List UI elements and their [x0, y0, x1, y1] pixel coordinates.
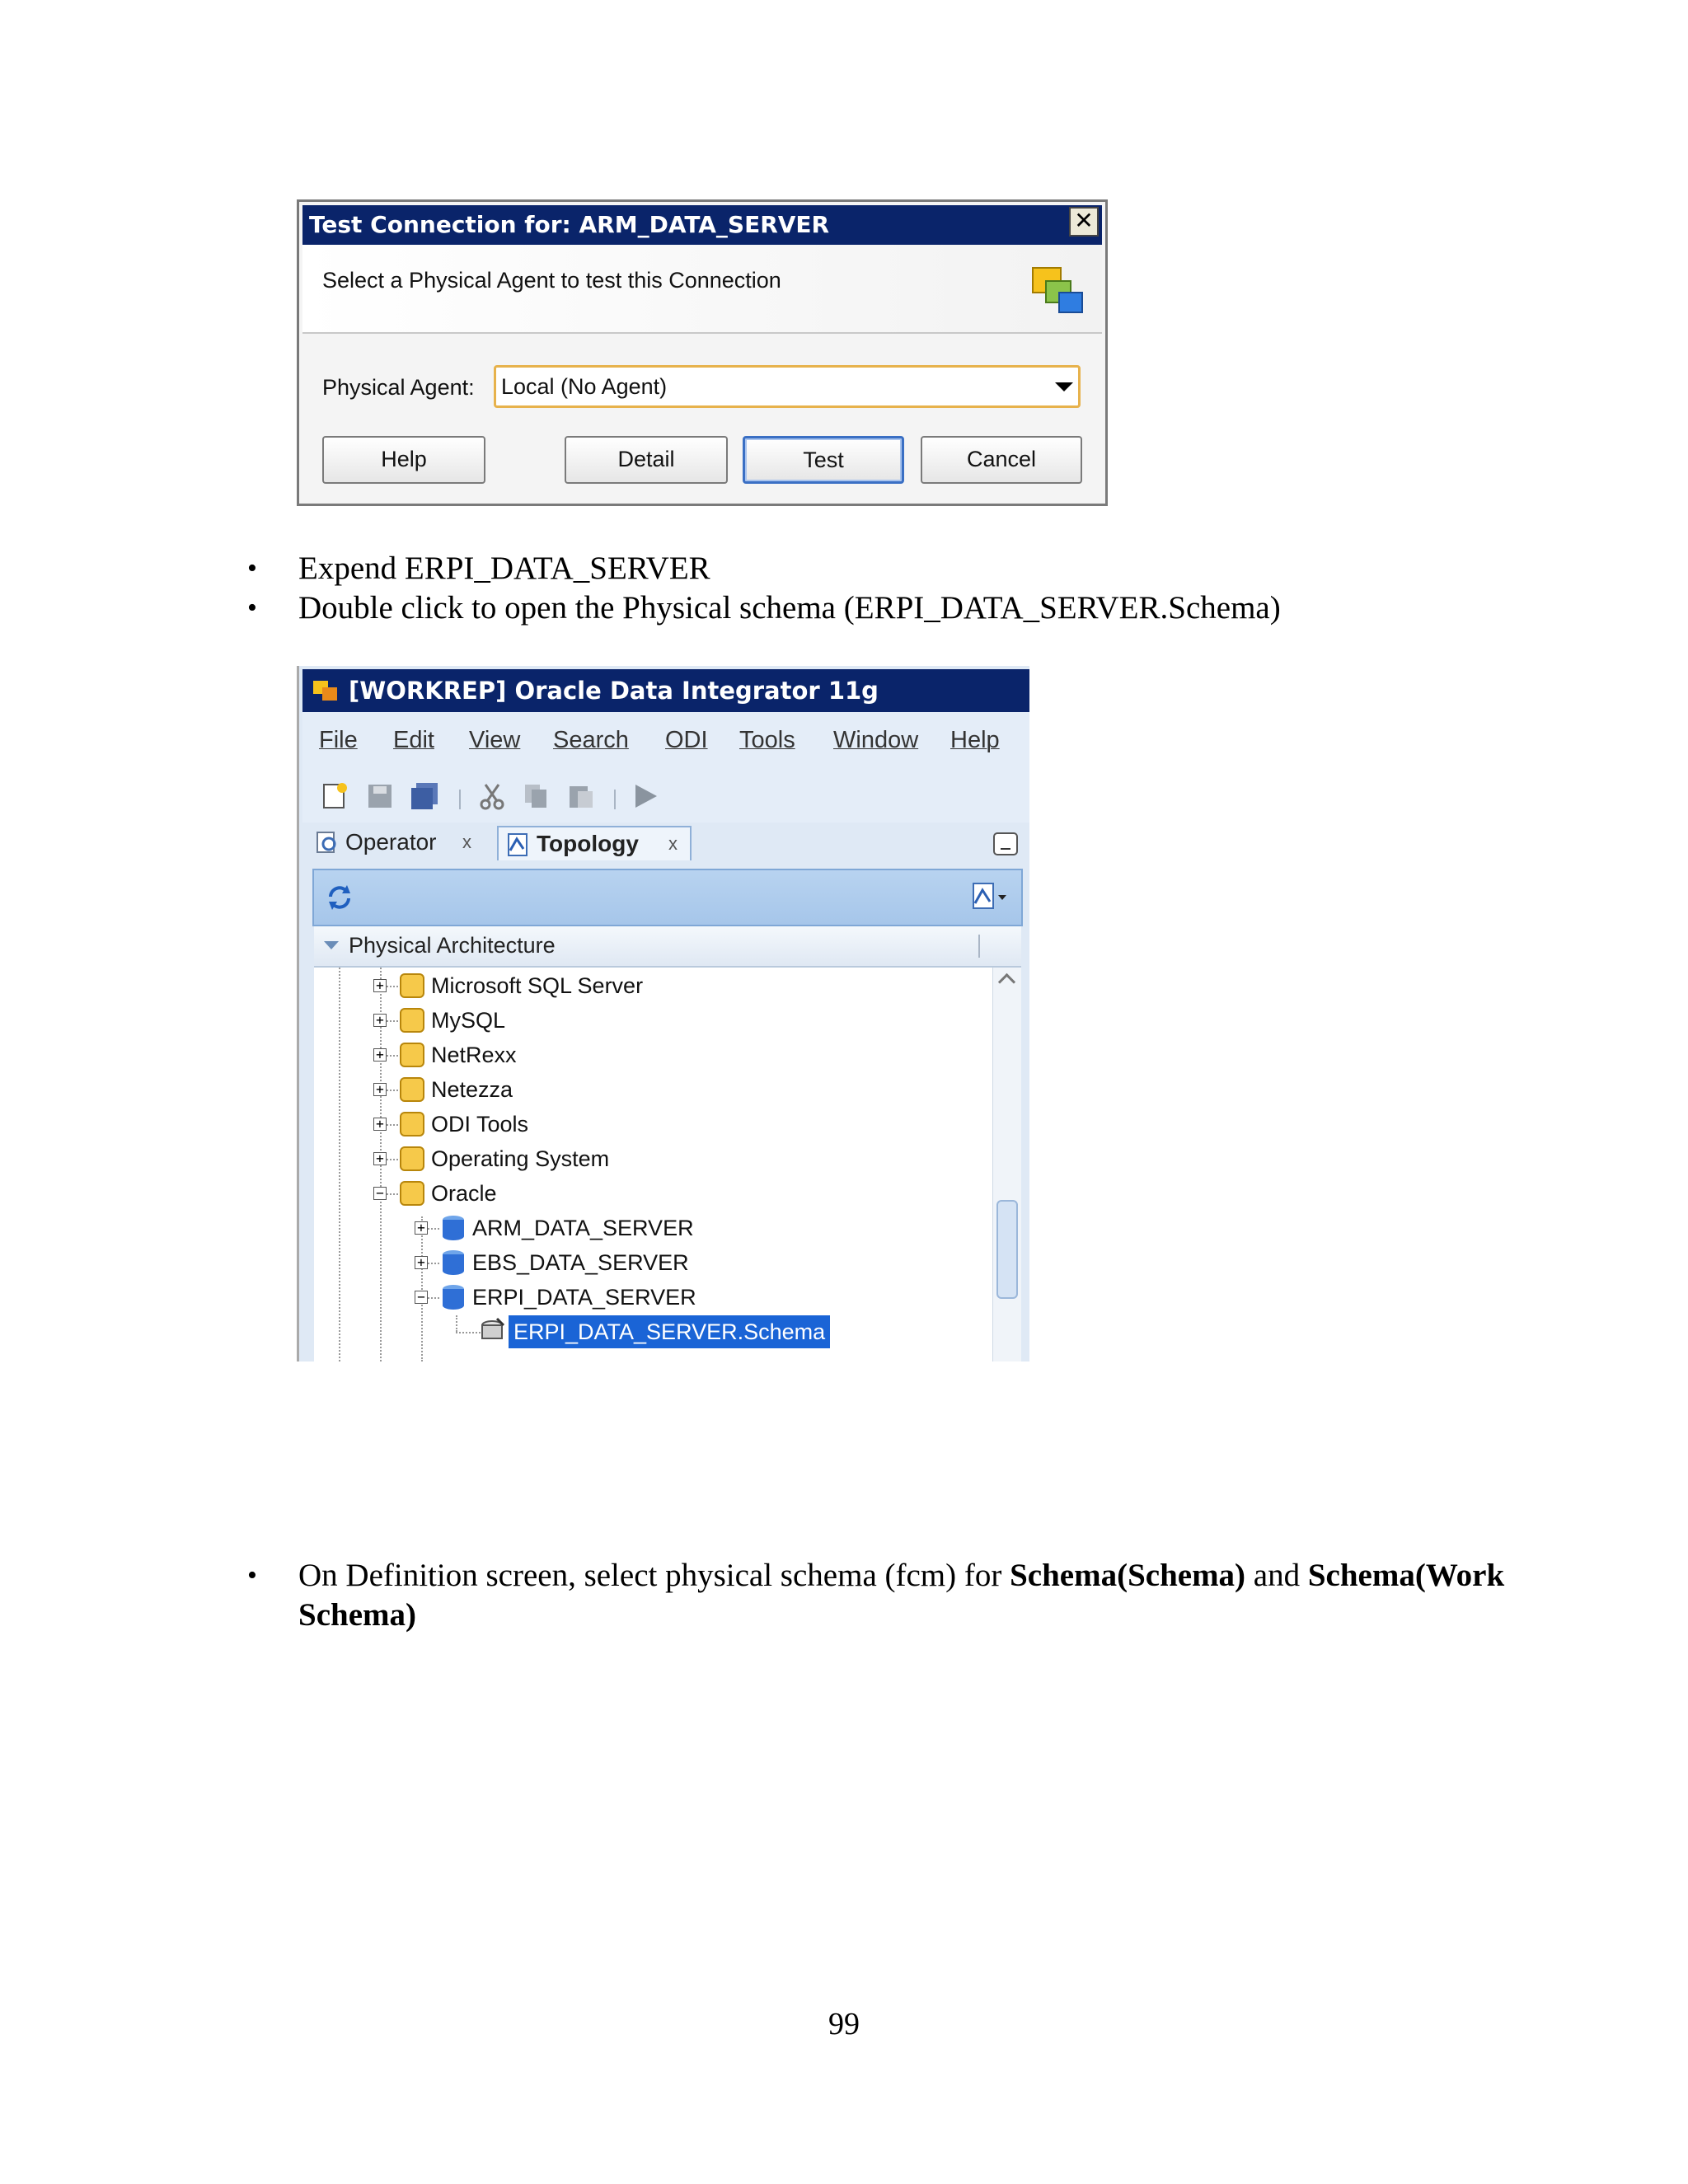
tree-node-erpi-data-server[interactable] [415, 1281, 777, 1314]
menu-help[interactable]: Help [950, 727, 1000, 753]
tree-node-mssql[interactable] [373, 969, 769, 1002]
chevron-down-icon[interactable] [1055, 382, 1073, 391]
close-icon[interactable]: x [462, 832, 471, 852]
dialog-title-bar [302, 205, 1102, 245]
tab-operator[interactable] [314, 826, 489, 860]
page-number: 99 [828, 2007, 860, 2041]
tab-operator-label: Operator [345, 829, 437, 855]
technology-icon [398, 1109, 426, 1139]
bullet-item [247, 549, 710, 588]
tree-node-oracle[interactable] [373, 1177, 769, 1210]
schema-icon [479, 1317, 507, 1347]
tree-connector [428, 1228, 439, 1230]
close-icon[interactable]: ✕ [1069, 207, 1099, 237]
tree-connector [387, 986, 398, 987]
tree-node-mysql[interactable] [373, 1004, 769, 1037]
dialog-header [302, 245, 1102, 334]
technology-icon [398, 1179, 426, 1208]
data-server-icon [439, 1213, 467, 1243]
expand-icon[interactable]: + [373, 979, 387, 992]
menu-edit[interactable]: Edit [393, 727, 434, 753]
odi-app-icon [312, 679, 340, 702]
scroll-thumb[interactable] [996, 1200, 1018, 1299]
toolbar-separator [614, 790, 616, 809]
physical-agent-label: Physical Agent: [322, 375, 475, 400]
section-title: Physical Architecture [349, 933, 556, 958]
expand-icon[interactable]: + [373, 1083, 387, 1096]
bullet-text: Expend ERPI_DATA_SERVER [298, 551, 710, 586]
bullet-text-part: On Definition screen, select physical schema (fcm) for [298, 1558, 1010, 1593]
tree-node-label: ODI Tools [431, 1112, 529, 1137]
new-icon[interactable] [321, 781, 350, 811]
operator-icon [316, 831, 340, 855]
expand-icon[interactable]: + [415, 1221, 428, 1235]
tree-node-label: Microsoft SQL Server [431, 973, 644, 998]
section-divider [978, 935, 980, 958]
bullet-text: Double click to open the Physical schema (ERPI_DATA_SERVER.Schema) [298, 590, 1281, 626]
physical-agent-select[interactable] [494, 365, 1081, 408]
chevron-up-icon[interactable] [998, 973, 1015, 991]
bullet-glyph: • [247, 1560, 257, 1591]
tree-node-odi-tools[interactable] [373, 1108, 769, 1141]
collapse-icon[interactable]: − [415, 1291, 428, 1304]
technology-icon [398, 1005, 426, 1035]
technology-icon [398, 1040, 426, 1070]
tree-connector [456, 1315, 457, 1332]
detail-button[interactable]: Detail [565, 436, 728, 484]
cut-icon[interactable] [477, 781, 507, 811]
topology-toolbar [312, 869, 1023, 926]
technology-icon [398, 1075, 426, 1104]
menu-odi[interactable]: ODI [665, 727, 708, 753]
bullet-text [298, 1556, 1504, 1635]
toolbar-separator [459, 790, 461, 809]
dialog-title: Test Connection for: ARM_DATA_SERVER [309, 211, 830, 238]
save-all-icon[interactable] [410, 781, 439, 811]
odi-window [297, 666, 1029, 1361]
help-button[interactable]: Help [322, 436, 485, 484]
dialog-instruction: Select a Physical Agent to test this Connection [322, 268, 781, 293]
tree-connector [387, 1124, 398, 1126]
toolbar [302, 765, 1029, 823]
bullet-bold-work-schema: Schema(Work [1307, 1558, 1505, 1593]
bullet-bold-schema: Schema(Schema) [1010, 1558, 1246, 1593]
tree-node-label: ARM_DATA_SERVER [472, 1216, 694, 1240]
bullet-item [247, 1556, 1582, 1635]
save-icon[interactable] [365, 781, 395, 811]
tree-connector [387, 1159, 398, 1160]
tree-node-label: Netezza [431, 1077, 513, 1102]
expand-icon[interactable]: + [373, 1048, 387, 1062]
bullet-glyph: • [247, 593, 257, 623]
paste-icon[interactable] [566, 781, 596, 811]
odi-title-bar [302, 669, 1029, 712]
tree-node-netrexx[interactable] [373, 1038, 769, 1071]
copy-icon[interactable] [522, 781, 551, 811]
collapse-icon[interactable] [324, 941, 339, 949]
odi-title: [WORKREP] Oracle Data Integrator 11g [349, 677, 879, 705]
tab-topology-label: Topology [537, 831, 639, 856]
tree-node-arm-data-server[interactable] [415, 1212, 777, 1244]
test-button[interactable]: Test [743, 436, 904, 484]
tree-node-ebs-data-server[interactable] [415, 1246, 777, 1279]
menu-file[interactable]: File [319, 727, 358, 753]
data-server-icon [439, 1282, 467, 1312]
tree-node-label: MySQL [431, 1008, 506, 1033]
run-icon[interactable] [631, 781, 660, 811]
tree-node-label: Oracle [431, 1181, 497, 1206]
physical-architecture-header[interactable] [314, 926, 1021, 968]
collapse-icon[interactable]: − [373, 1187, 387, 1200]
minimize-icon[interactable] [993, 832, 1018, 855]
refresh-icon[interactable] [324, 882, 355, 913]
tree-connector [387, 1055, 398, 1057]
bullet-glyph: • [247, 553, 257, 583]
tree-node-netezza[interactable] [373, 1073, 769, 1106]
tree-node-label: EBS_DATA_SERVER [472, 1250, 689, 1275]
tree-node-label: Operating System [431, 1146, 610, 1171]
topology-menu-icon[interactable] [968, 880, 1010, 913]
bullet-text-part: and [1245, 1558, 1308, 1593]
tree-node-label: NetRexx [431, 1043, 517, 1067]
expand-icon[interactable]: + [373, 1152, 387, 1165]
technology-icon [398, 971, 426, 1001]
menu-bar [302, 712, 1029, 765]
menu-tools[interactable]: Tools [739, 727, 795, 753]
topology-icon [504, 831, 532, 859]
connection-icon [1029, 265, 1087, 317]
tree-connector [387, 1193, 398, 1195]
menu-window[interactable]: Window [833, 727, 919, 753]
physical-agent-value: Local (No Agent) [501, 374, 668, 399]
tree-scrollbar[interactable] [992, 968, 1021, 1361]
tree-connector [456, 1332, 481, 1333]
tab-topology[interactable] [497, 826, 692, 860]
bullet-item [247, 588, 1281, 628]
tree-node-erpi-schema[interactable] [456, 1315, 826, 1348]
cancel-button[interactable]: Cancel [921, 436, 1082, 484]
tree-connector [387, 1020, 398, 1022]
tree-node-operating-system[interactable] [373, 1142, 769, 1175]
tree-guide [339, 968, 340, 1361]
menu-view[interactable]: View [469, 727, 521, 753]
tree-connector [387, 1090, 398, 1091]
tree-node-label: ERPI_DATA_SERVER.Schema [509, 1315, 830, 1348]
tab-bar [302, 824, 1029, 860]
physical-architecture-tree [314, 968, 1021, 1361]
tree-connector [428, 1263, 439, 1264]
tree-node-label: ERPI_DATA_SERVER [472, 1285, 696, 1310]
menu-search[interactable]: Search [553, 727, 629, 753]
close-icon[interactable]: x [668, 833, 678, 854]
expand-icon[interactable]: + [373, 1014, 387, 1027]
tree-connector [428, 1297, 439, 1299]
test-connection-dialog [297, 199, 1108, 506]
data-server-icon [439, 1248, 467, 1277]
expand-icon[interactable]: + [373, 1118, 387, 1131]
minimize-bar [1001, 848, 1010, 850]
expand-icon[interactable]: + [415, 1256, 428, 1269]
bullet-bold-work-schema-end: Schema) [298, 1597, 416, 1633]
technology-icon [398, 1144, 426, 1174]
